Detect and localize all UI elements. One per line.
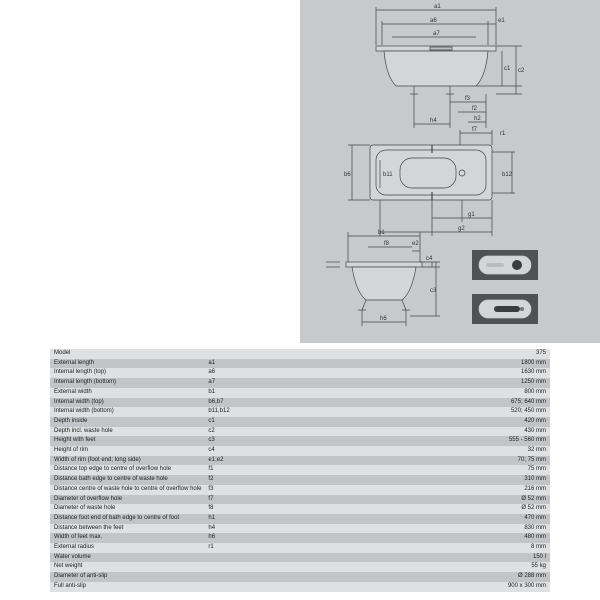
table-row [50, 495, 550, 505]
anti-slip-full-thumbnail [472, 294, 538, 324]
spec-symbol: f7 [204, 495, 411, 505]
spec-label: Depth incl. waste hole [50, 427, 204, 437]
spec-value: 75 mm [411, 465, 550, 475]
spec-symbol: e1;e2 [204, 456, 411, 466]
table-row [50, 504, 550, 514]
spec-value: 675; 640 mm [411, 398, 550, 408]
spec-label: Internal width (top) [50, 398, 204, 408]
dim-label: f2 [472, 106, 478, 112]
dim-label: c1 [504, 66, 511, 72]
dim-label: h4 [430, 118, 437, 124]
side-view [376, 7, 522, 128]
dim-label: a6 [430, 18, 437, 24]
spec-label: Distance between the feet [50, 524, 204, 534]
table-row [50, 562, 550, 572]
table-row [50, 465, 550, 475]
dim-label: e1 [498, 18, 505, 24]
spec-symbol: a1 [204, 359, 411, 369]
spec-symbol: f3 [204, 485, 411, 495]
dim-label: c2 [518, 68, 525, 74]
spec-value: 375 [411, 349, 550, 359]
spec-label: Distance foot end of bath edge to centre of foot [50, 514, 204, 524]
dim-label: g2 [458, 226, 465, 232]
spec-value: 32 mm [411, 446, 550, 456]
spec-label: External radius [50, 543, 204, 553]
dim-label: f7 [472, 127, 478, 133]
spec-value: 70; 75 mm [411, 456, 550, 466]
spec-label: Diameter of waste hole [50, 504, 204, 514]
spec-symbol [204, 572, 411, 582]
specification-table [50, 349, 550, 592]
spec-label: Distance bath edge to centre of waste hole [50, 475, 204, 485]
dim-label: r1 [500, 131, 506, 137]
spec-value: 1800 mm [411, 359, 550, 369]
spec-symbol: h4 [204, 524, 411, 534]
spec-symbol: f1 [204, 465, 411, 475]
table-row [50, 417, 550, 427]
spec-value: Ø 288 mm [411, 572, 550, 582]
table-row [50, 533, 550, 543]
spec-label: Width of feet max. [50, 533, 204, 543]
table-row [50, 543, 550, 553]
spec-symbol: b6,b7 [204, 398, 411, 408]
spec-label: External width [50, 388, 204, 398]
table-row [50, 553, 550, 563]
spec-symbol: f2 [204, 475, 411, 485]
spec-value: 1630 mm [411, 368, 550, 378]
end-view [326, 232, 440, 326]
technical-drawing [300, 0, 600, 343]
table-row [50, 456, 550, 466]
spec-label: Internal width (bottom) [50, 407, 204, 417]
dim-label: g1 [468, 212, 475, 218]
table-row [50, 349, 550, 359]
dim-label: b6 [344, 172, 351, 178]
spec-label: Depth inside [50, 417, 204, 427]
spec-value: 8 mm [411, 543, 550, 553]
spec-value: 420 mm [411, 417, 550, 427]
dim-label: a7 [433, 31, 440, 37]
spec-label: Diameter of overflow hole [50, 495, 204, 505]
table-row [50, 407, 550, 417]
spec-symbol: b11,b12 [204, 407, 411, 417]
spec-value: 216 mm [411, 485, 550, 495]
plan-view [348, 130, 515, 236]
dim-label: e2 [412, 241, 419, 247]
spec-symbol: b1 [204, 388, 411, 398]
spec-label: Diameter of anti-slip [50, 572, 204, 582]
dim-label: h2 [474, 116, 481, 122]
spec-symbol [204, 582, 411, 592]
spec-label: Distance top edge to centre of overflow hole [50, 465, 204, 475]
spec-symbol: a7 [204, 378, 411, 388]
table-row [50, 572, 550, 582]
table-row [50, 427, 550, 437]
spec-symbol: a6 [204, 368, 411, 378]
spec-value: Ø 52 mm [411, 504, 550, 514]
spec-label: Height with feet [50, 436, 204, 446]
spec-label: Water volume [50, 553, 204, 563]
table-row [50, 436, 550, 446]
spec-label: Distance centre of waste hole to centre of overflow hole [50, 485, 204, 495]
spec-symbol [204, 553, 411, 563]
dim-label: h6 [380, 316, 387, 322]
spec-symbol: c1 [204, 417, 411, 427]
table-row [50, 475, 550, 485]
spec-label: Full anti-slip [50, 582, 204, 592]
dim-label: f3 [465, 96, 471, 102]
anti-slip-round-thumbnail [472, 250, 538, 280]
spec-symbol: r1 [204, 543, 411, 553]
spec-symbol: c3 [204, 436, 411, 446]
spec-symbol: h6 [204, 533, 411, 543]
table-row [50, 398, 550, 408]
table-row [50, 359, 550, 369]
spec-symbol: c4 [204, 446, 411, 456]
table-row [50, 514, 550, 524]
spec-value: 470 mm [411, 514, 550, 524]
spec-value: 555 - 560 mm [411, 436, 550, 446]
table-row [50, 485, 550, 495]
dim-label: b12 [502, 172, 513, 178]
spec-value: 520; 450 mm [411, 407, 550, 417]
spec-value: 830 mm [411, 524, 550, 534]
spec-value: 900 x 300 mm [411, 582, 550, 592]
spec-value: Ø 52 mm [411, 495, 550, 505]
spec-value: 430 mm [411, 427, 550, 437]
table-row [50, 388, 550, 398]
spec-symbol [204, 562, 411, 572]
dim-label: b1 [378, 230, 385, 236]
table-row [50, 582, 550, 592]
spec-value: 1250 mm [411, 378, 550, 388]
table-row [50, 368, 550, 378]
table-row [50, 378, 550, 388]
table-row [50, 524, 550, 534]
spec-label: External length [50, 359, 204, 369]
spec-value: 150 l [411, 553, 550, 563]
spec-label: Height of rim [50, 446, 204, 456]
dim-label: a1 [434, 4, 441, 10]
technical-drawing-panel [300, 0, 600, 343]
spec-label: Internal length (top) [50, 368, 204, 378]
spec-value: 55 kg [411, 562, 550, 572]
spec-value: 800 mm [411, 388, 550, 398]
table-row [50, 446, 550, 456]
spec-symbol: f8 [204, 504, 411, 514]
dim-label: c3 [430, 288, 437, 294]
spec-label: Internal length (bottom) [50, 378, 204, 388]
spec-label: Width of rim (foot end; long side) [50, 456, 204, 466]
spec-symbol [204, 349, 411, 359]
spec-label: Net weight [50, 562, 204, 572]
spec-symbol: c2 [204, 427, 411, 437]
spec-value: 480 mm [411, 533, 550, 543]
dim-label: b11 [383, 172, 393, 178]
dim-label: f8 [384, 241, 390, 247]
dim-label: c4 [426, 256, 433, 262]
spec-value: 310 mm [411, 475, 550, 485]
spec-label: Model [50, 349, 204, 359]
spec-symbol: h1 [204, 514, 411, 524]
